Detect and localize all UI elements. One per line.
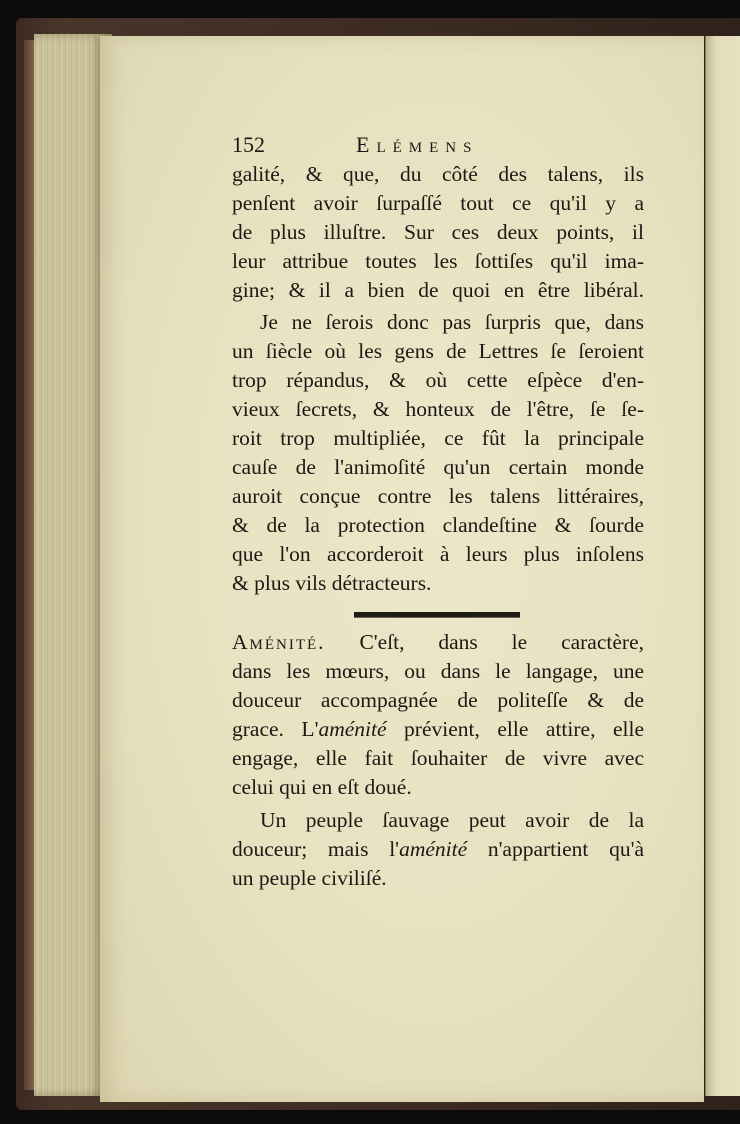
text-line: penſent avoir ſurpaſſé tout ce qu'il y a <box>232 191 644 215</box>
emphasized-term: aménité <box>399 837 468 861</box>
text-line: gine; & il a bien de quoi en être libéral. <box>232 278 644 302</box>
text-line: un ſiècle où les gens de Lettres ſe ſeroient <box>232 339 644 363</box>
text-line: roit trop multipliée, ce fût la principale <box>232 426 644 450</box>
text-line: que l'on accorderoit à leurs plus inſolens <box>232 542 644 566</box>
text-line: celui qui en eſt doué. <box>232 775 412 799</box>
text-line: Je ne ſerois donc pas ſurpris que, dans <box>260 310 644 334</box>
text-span: C'eſt, dans le caractère, <box>325 630 644 654</box>
text-span: n'appartient qu'à <box>467 837 644 861</box>
text-line <box>232 715 644 744</box>
section-divider <box>354 612 520 618</box>
entry-first-line <box>232 628 644 657</box>
text-line: dans les mœurs, ou dans le langage, une <box>232 659 644 683</box>
text-span: grace. L' <box>232 717 319 741</box>
text-span: prévient, elle attire, elle <box>386 717 645 741</box>
entry-headword: Aménité. <box>232 630 326 654</box>
text-line: douceur accompagnée de politeſſe & de <box>232 688 644 712</box>
page-number: 152 <box>232 132 265 157</box>
text-line: cauſe de l'animoſité qu'un certain monde <box>232 455 644 479</box>
text-line: engage, elle fait ſouhaiter de vivre avec <box>232 746 644 770</box>
text-line: & plus vils détracteurs. <box>232 571 432 595</box>
text-line: leur attribue toutes les ſottiſes qu'il ima- <box>232 249 644 273</box>
text-line: un peuple civiliſé. <box>232 866 387 890</box>
text-span: douceur; mais l' <box>232 837 400 861</box>
text-line: Un peuple ſauvage peut avoir de la <box>260 808 644 832</box>
text-line: trop répandus, & où cette eſpèce d'en- <box>232 368 644 392</box>
text-line: de plus illuſtre. Sur ces deux points, il <box>232 220 644 244</box>
text-line: auroit conçue contre les talens littéraires, <box>232 484 644 508</box>
text-line: galité, & que, du côté des talens, ils <box>232 162 644 186</box>
running-title: Elémens <box>356 132 479 157</box>
facing-page-edge <box>705 36 740 1096</box>
emphasized-term: aménité <box>318 717 387 741</box>
text-line <box>232 835 644 864</box>
text-line: vieux ſecrets, & honteux de l'être, ſe ſe- <box>232 397 644 421</box>
text-line: & de la protection clandeſtine & ſourde <box>232 513 644 537</box>
running-header <box>232 132 644 162</box>
